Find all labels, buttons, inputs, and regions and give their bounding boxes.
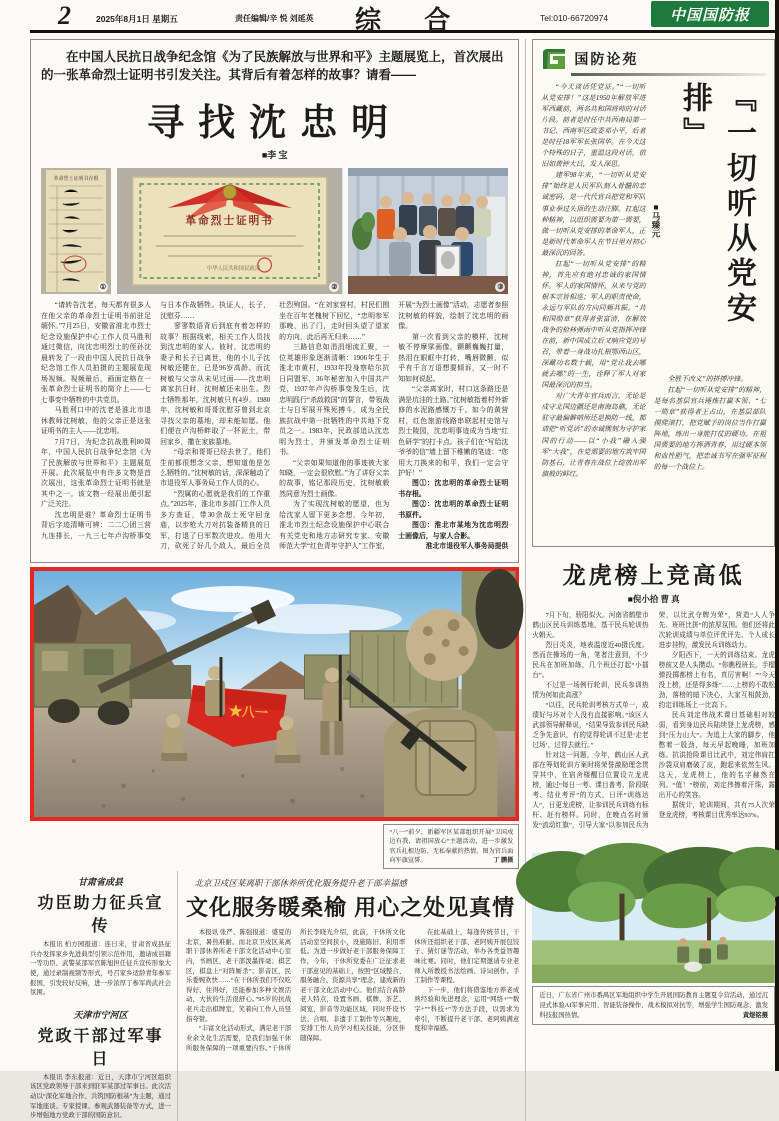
headline-junshiri: 党政干部过军事日: [37, 1027, 164, 1068]
lead-paragraph: 沈忠明是谁？革命烈士证明书背后字迹清晰可辨：二二〇团三营九连排长，一九三七年卢沟桥事变与日本作战牺牲。执证人，长子，沈慰芬……: [41, 302, 271, 540]
lead-paragraph: “母亲和哥哥已经去世了，他们生前都很想念父亲，想知道他是怎么牺牲的。”沈树敏的话，深深触动了市退役军人事务局工作人员的心。: [160, 449, 271, 488]
forum-paragraph: 建军98年来，“一切听从党安排”始终是人民军队刻入骨髓的忠诚密码，是一代代官兵把党和军队事业举过头顶的生动注脚。扛起这种精神，以组织需要为第一需要，做一切听从党安排的革命军人，正是新时代革命军人在节日里对初心最深沉的回答。: [541, 172, 646, 257]
headline-zhengbing: 功臣助力征兵宣传: [37, 895, 164, 936]
kicker-ninghe: 天津市宁河区: [73, 1009, 128, 1020]
lead-paragraph: “父亲离家时，村口这条路还是满是坑洼的土路。”沈树敏指着村外新修的水泥路感慨万千。如今的黄营村，红色旅游线路串联起村史馆与烈士陵园，沈忠明事迹成为当地“红色研学”的打卡点。孩子们在“写给沈爷爷的信”墙上留下稚嫩的笔迹：“您用大刀换来的和平，我们一定会守护好！”: [398, 386, 509, 477]
photo-note: 图③：淮北市某地为沈忠明烈士画像后，与家人合影。: [398, 522, 509, 540]
camp-photo-caption: 近日，广东省广州市番禺区军地组织中学生开展国防教育主题夏令营活动，通过沉浸式体验AI军事应用、智能装备操作、战术模拟对抗等，增强学生国防观念、激发科技报国热情。 黄煜铭摄: [532, 986, 775, 1025]
headline-longhubang: 龙虎榜上竞高低: [562, 563, 745, 588]
camp-photo-image: [532, 853, 775, 983]
page-number: 2: [58, 1, 71, 30]
body-paragraph: 下一步，他们将借鉴地方养老成熟经验和先进理念，运用“网络+”“数字+”“科技+”等方法手段，以需求为牵引，不断提升老干部、老阿姨满意度和幸福感。: [414, 986, 520, 1033]
body-paragraph: 本报讯 张严、陈强报道：盛夏的北京，暑热难耐。而北京卫戍区某离职干部休养所老干部文化活动中心室内，书画区，老干部泼墨挥毫；棋艺区，棋盘上“对阵厮杀”；影音区，民乐委婉欢快……“在干休所我们不仅吃得好、住得好，还能参加多种文娱活动，大伙的生活很舒心。”95岁的抗战老兵走出棋牌室，笑着向工作人员竖指夸赞。: [186, 929, 292, 1023]
forum-title: 国防论苑: [574, 51, 639, 67]
bottom-left-column: [30, 871, 178, 1121]
kicker-weishuqu: 北京卫戍区某离职干部休养所优化服务提升老干部幸福感: [194, 878, 408, 889]
forum-vertical-title: 『一切听从党安排』: [678, 82, 755, 327]
lead-body-text: [41, 301, 508, 579]
lead-paragraph: 7月7日，为纪念抗战胜利80周年，中国人民抗日战争纪念馆《为了民族解放与世界和平》主题展览开展。此次展览中有许多文物是首次展出，这张革命烈士证明书就是其中之一。该文物一经展出便引起广泛关注。: [41, 438, 152, 509]
lead-paragraph: “烈属的心愿就是我们的工作重点。”2025年，淮北市多部门工作人员多方查证，带30余战士死守回龙庙，以步枪大刀对抗装备精良的日军，打退了日军数次进攻。他用大刀，砍死了好几个敌人，最后全员壮烈殉国。“在刘家营村，村民们围坐在百年老槐树下回忆，“忠明参军那晚，出了门，走时回头望了望家的方向，此后再无归来……”: [160, 302, 390, 551]
lead-paragraph: “请转告沈老，每天都有很多人在他父亲的革命烈士证明书前驻足缅怀。”7月25日，安徽省淮北市烈士纪念设施保护中心工作人员马胜利通过微信，向沈忠明烈士的侄孙沈晨转发了一段由中国人民抗日战争纪念馆工作人员拍摄的主题展览现场视频。视频最后，画面定格在一张革命烈士证明书的简介上——七七事变中牺牲的中共党员。: [41, 302, 152, 404]
lead-paragraph: “父亲如果知道他的事迹被大家知晓，一定会很欣慰。”为了讲好父亲的故事，铭记那段历史，沈树敏毅然同意为烈士画像。: [279, 459, 390, 498]
photo-certificate: [117, 168, 342, 294]
editor-credit: 责任编辑/辛 悦 刘延英: [235, 14, 314, 23]
forum-paragraph: 扛起“一切听从党安排”的精神，是每名基层官兵锤炼打赢本领、“七一勋章”获得者王占山，在基层部队摸爬滚打，把党赋予的岗位当作打赢阵地，练出一身能打仗的硬功。在祖国需要的地方挥洒青春，用过硬本领和血性胆气，把忠诚书写在强军征程的每一个战位上。: [653, 387, 766, 472]
lead-paragraph: 第一次看到父亲的模样，沈树敏不停摩挲画像，颤颤巍巍打量，热泪在眼眶中打转，嘴唇微颤，似乎有千言万语想要倾诉，又一时不知如何说起。: [398, 333, 509, 383]
forum-paragraph: 扛起“一切听从党安排”的精神，首先应有绝对忠诚的家国情怀。军人的家国情怀，从来与党的根本宗旨相连；军人的职责使命，永远与军队的方向同频共振。“共和国勋章”获得者张富清，在解放战争的枪林弹雨中听从党指挥冲锋在前，新中国成立后又响应党的号召，带着一身战功扎根鄂西山区，深藏功名数十载，用“党让我去哪就去哪”的一生，诠释了军人对家国最深沉的担当。: [541, 260, 646, 390]
main-photo-caption: “八一”前夕，新疆军区某部组织开展“卫国戍边有我，请祖国放心”主题活动，进一步激发官兵扎根边防、无私奉献的热情。图为官兵面向军旗宣誓。 丁 鹏摄: [383, 824, 519, 869]
lead-paragraph: 马胜利口中的沈老是淮北市退休教师沈树敏，他的父亲正是这张证明书的主人——沈忠明。: [41, 407, 152, 436]
photo-label-1: ①: [99, 283, 107, 292]
body-paragraph: 不过是一场例行轮训，民兵参训热情为何如此高涨？: [532, 682, 649, 700]
bottom-middle-column: [178, 871, 519, 1121]
photo-family-group: [348, 168, 508, 294]
masthead-logo: 中国国防报: [651, 1, 769, 27]
lead-intro: 在中国人民抗日战争纪念馆《为了民族解放与世界和平》主题展览上，首次展出 的一张革命烈士证明书引发关注。其背后有着怎样的故事？请看——: [41, 50, 504, 83]
forum-paragraph: 全胜不改义”的拼搏冲锋。: [667, 376, 748, 383]
lead-credit: 淮北市退役军人事务局提供: [425, 543, 509, 551]
body-paragraph: 在此基础上，每逢传统节日，干休所还组织老干部、老阿姨开展包饺子、猜灯谜等活动，举办各类益智趣味比赛。同时，他们定期邀请专业老师入所教授书法绘画、诗词创作、手工制作等课程。: [414, 929, 520, 985]
forum-body-right: [654, 374, 766, 522]
longhu-body: [532, 611, 775, 849]
body-paragraph: 烈日炎炎，地表温度近40摄氏度。然而在操场的一角，笔者注意到，不少民兵在加班加练，几个班还打起“小擂台”。: [532, 642, 649, 680]
bottom-middle-body: [186, 928, 519, 1056]
body-paragraph: 夕阳西下，一天的训练结束。龙虎榜前又是人头攒动。“你瞧程班长，手榴弹投掷都榜上有名，真厉害啊！”“今天没上榜，还是得多练”……上榜的不敢松劲，落榜的暗下决心，大家互相鼓劲，约定训练场上一比高下。: [658, 652, 775, 710]
forum-logo-icon: [541, 47, 567, 71]
svg-text:革命烈士证明书存根: 革命烈士证明书存根: [53, 177, 99, 183]
camp-photo-credit: 黄煜铭摄: [742, 1011, 768, 1019]
forum-byline: ■马臻元: [651, 202, 661, 238]
body-paragraph: 针对这一问题，今年，鹤山区人武部在筹划轮训方案时将荣誉激励理念贯穿其中，在宿舍楼醒目位置设立龙虎榜，通过“每日一考、课目普考、阶段联考、结业考评”的方式，日评“训练达人”，日更龙虎榜，让参训民兵训练有标杆、赶有榜样。同时，在晚点名时颁发“流动红旗”，引导大家“以参加民兵为荣，以比武夺牌为荣”，营造“人人争先、班班比拼”的浓厚氛围。他们还将此次轮训成绩与单位评优评先、个人成长进步挂钩，激发民兵训练动力。: [532, 612, 775, 830]
certificate-stub-image: [41, 168, 111, 294]
publication-date: 2025年8月1日 星期五: [96, 14, 178, 24]
forum-paragraph: “今天谈话凭党证。”“一切听从党安排！”这是1950年解放军进军西藏前，两名共和国将帅的对话片段。前者是时任中共西南局第一书记、西南军区政委邓小平，后者是时任18军军长张国华。在今天这个特殊的日子，重温这段对话，依旧如黄钟大吕，发人深思。: [541, 84, 646, 169]
forum-rule: [571, 73, 766, 76]
body-paragraph: 民兵刘定伟战术课目基础相对较弱，看到身边民兵陆续登上龙虎榜，感到“压力山大”。为追上大家的脚步，他憋着一股劲，每天早起晚睡，加班加练。抗洪抢险课目比武中，刘定伟肩扛沙袋双肩磨破了皮，跑起来依然生风。这天，龙虎榜上，他的名字赫然在列。“值！”榜前，刘定伟擦着汗珠，露出开心的笑容。: [658, 712, 775, 800]
body-paragraph: 据统计，轮训期间，共有75人次荣登龙虎榜，考核课目优秀率达93%。: [658, 802, 775, 820]
forum-paragraph: 对广大青年官兵而言，无论是戍守北国边疆还是南海岛礁，无论驻守最偏僻哨所还是换防一线，都请把“听党话”的赤诚镌刻为守护家国的行动——以“小我”融入强军“大我”，在党需要的地方筑牢国防基石，让青春在战位上绽放出军旗般的鲜红。: [541, 393, 646, 478]
lead-paragraph: 为了实现沈树敏的愿望，也为给沈家人留下更多念想，今年初，淮北市烈士纪念设施保护中心联合有关党史和地方志研究专家、安徽师范大学“红色青年守护人”工作室，开展“为烈士画像”活动，志愿者参照沈树敏的样貌，绘制了沈忠明的画像。: [279, 302, 509, 551]
kicker-chengxian: 甘肃省成县: [77, 877, 123, 888]
longhu-byline: ■倪小拾 曹 真: [627, 594, 680, 604]
photo-note: 图②：沈忠明的革命烈士证明书原件。: [398, 501, 509, 519]
lead-paragraph: 三路信息如涓涓细流汇聚，一位英雄形象逐渐清晰：1906年生于淮北市黄村，1933年投身察哈尔抗日同盟军，36年秘密加入中国共产党，1937年卢沟桥事变发生后，沈忠明践行“杀敌救国”的誓言，带领战士与日军展开殊死搏斗，成为全民族抗战中第一批牺牲的中共地下党员之一。1983年，民政部追认沈忠明为烈士，并颁发革命烈士证明书。: [279, 344, 390, 457]
article-body: 本报讯 李东报道：近日，天津市宁河区组织该区党政领导干部来到驻军某部过军事日。此次活动以“深化军地合作、共筑国防根基”为主题，通过军地座谈、专家授课、参观武器装备等方式，进一步增强地方党政干部的国防意识。: [30, 1073, 171, 1120]
lead-photo-strip: [41, 168, 508, 294]
section-title: 综 合: [355, 5, 469, 35]
lead-byline: ■李 宝: [261, 150, 288, 161]
lead-headline: 寻找沈忠明: [147, 102, 403, 144]
contact-tel: Tel:010-66720974: [540, 13, 609, 23]
forum-body-left: [541, 82, 645, 522]
article-body: 本报讯 柏方园报道：连日来，甘肃省成县征兵办发挥家乡先进典型引领示范作用，邀请成县籍一等功臣、武警某部军官陈旭担任征兵宣传形象大使，通过录制视频等形式，号召家乡适龄青年参军报国，引发较好反响，进一步浓厚了参军尚武社会氛围。: [30, 941, 171, 997]
body-paragraph: 7月下旬，骄阳似火。河南省鹤壁市鹤山区民兵训练基地，基干民兵轮训热火朝天。: [532, 612, 649, 640]
body-paragraph: “以往，民兵轮训考核方式单一，成绩好与坏对个人没有直接影响。”该区人武部领导解释说，“结果导致参训民兵缺乏争先意识，有的觉得轮训不过是‘走老过场’，过得去就行。”: [532, 702, 649, 750]
lead-paragraph: 寥寥数语背后到底有着怎样的故事？根据线索，相关工作人员找到沈忠明的家人。彼时，沈忠明的妻子和长子已离世，他的小儿子沈树敏还健在，已是96岁高龄。而沈树敏与父亲从未见过面——沈忠明离家抗日时，沈树敏还未出生。烈士牺牲那年，沈树敏只有4岁。1980年，沈树敏和哥哥沈慰芬曾到北京寻找父亲的墓地，却未能如愿。他们便在卢沟桥畔取了一抔泥土，带回家乡，撒在家族墓地。: [160, 323, 271, 446]
family-group-image: [348, 168, 508, 294]
svg-text:★八一: ★八一: [228, 702, 269, 721]
lead-article: [30, 39, 519, 563]
forum-box: [532, 39, 775, 547]
photo-label-2: ②: [331, 283, 338, 292]
body-paragraph: “丰富文化活动形式，满足老干部业余文化生活需要，是我们加强干休所服务保障的一项重要内容。”干休所所长李晓光介绍，此前，干休所文化活动室空间狭小，设施陈旧，利用率低。为进一步做好老干部服务保障工作，今年，干休所党委在广泛征求老干部意见的基础上，按照“区域整合、服务融合、资源共享”理念，建成新的老干部文化活动中心。他们结合高龄老人特点，设置书画、棋牌、茶艺、阅览、影音等功能区域，同时开设书法、合唱、非遗手工制作等兴趣班，安排工作人员学习相关技能，分区伴随保障。: [186, 929, 406, 1052]
photo-certificate-stub: [41, 168, 111, 294]
main-photo: [30, 567, 519, 821]
svg-text:革命烈士证明书: 革命烈士证明书: [185, 215, 274, 228]
headline-wenhua-fuwu: 文化服务暖桑榆 用心之处见真情: [186, 895, 516, 921]
photo-note: 图①：沈忠明的革命烈士证明书存根。: [398, 480, 509, 498]
photo-label-3: ③: [497, 283, 504, 292]
main-photo-credit: 丁 鹏摄: [493, 856, 514, 864]
svg-text:中华人民共和国民政部: 中华人民共和国民政部: [206, 266, 261, 273]
oath-photo-image: [34, 571, 515, 817]
certificate-image: [117, 168, 342, 294]
page-header: [30, 0, 769, 35]
camp-photo: [532, 853, 775, 983]
